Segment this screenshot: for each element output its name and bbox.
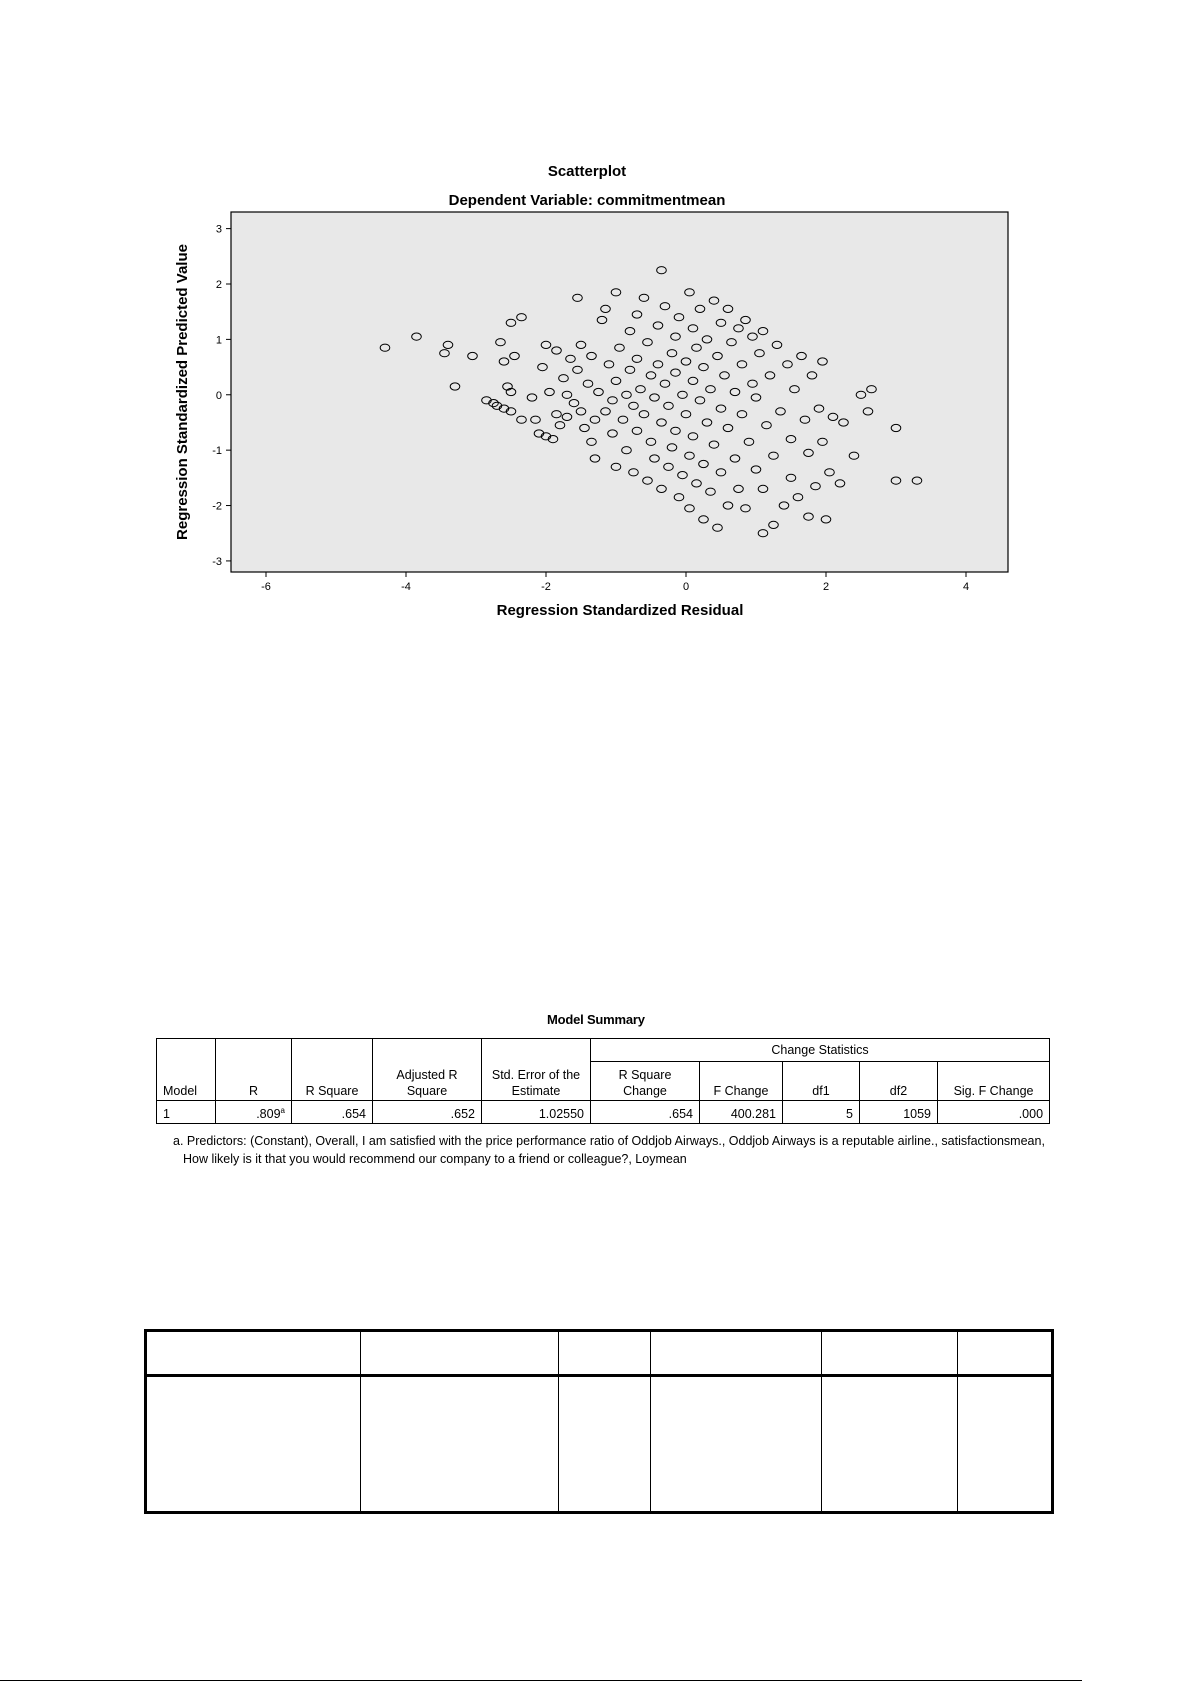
x-tick-label: -6: [261, 581, 271, 593]
table-row: [157, 1101, 1050, 1124]
header-std-error: Std. Error of the Estimate: [482, 1039, 591, 1101]
y-tick-label: -2: [212, 500, 222, 513]
y-tick-label: 3: [215, 223, 222, 236]
x-tick-label: -4: [401, 581, 411, 593]
header-sig-f-change: Sig. F Change: [938, 1062, 1050, 1101]
empty-cell: [559, 1331, 651, 1376]
plot-area: [231, 212, 1008, 572]
x-tick-label: 2: [822, 581, 830, 593]
x-axis-ticks: [261, 572, 969, 593]
x-tick-label: 0: [682, 581, 690, 593]
empty-cell: [559, 1376, 651, 1513]
cell-r-square-change: .654: [591, 1101, 700, 1124]
header-r-square: R Square: [292, 1039, 373, 1101]
cell-df1: 5: [783, 1101, 860, 1124]
header-f-change: F Change: [700, 1062, 783, 1101]
y-tick-label: 2: [215, 279, 222, 291]
y-tick-label: -3: [212, 555, 222, 568]
header-adjusted-r-square: Adjusted R Square: [373, 1039, 482, 1101]
x-axis-title: Regression Standardized Residual: [496, 602, 744, 619]
empty-cell: [651, 1376, 822, 1513]
model-summary-table: [156, 1038, 1050, 1124]
cell-r-square: .654: [292, 1101, 373, 1124]
y-tick-label: 0: [215, 389, 222, 402]
cell-f-change: 400.281: [700, 1101, 783, 1124]
cell-std-error: 1.02550: [482, 1101, 591, 1124]
empty-cell: [958, 1376, 1053, 1513]
empty-cell: [822, 1331, 958, 1376]
empty-table-body-row: [146, 1376, 1053, 1513]
header-row-group: [157, 1039, 1050, 1062]
cell-r-superscript: a: [280, 1105, 285, 1115]
scatterplot-chart: [0, 0, 1192, 640]
chart-title: Scatterplot: [547, 163, 627, 180]
cell-r: [216, 1101, 292, 1124]
header-df2: df2: [860, 1062, 938, 1101]
y-tick-label: -1: [212, 445, 222, 458]
empty-cell: [146, 1376, 361, 1513]
x-tick-label: -2: [541, 581, 551, 593]
header-model: Model: [157, 1039, 216, 1101]
header-r-square-change: R Square Change: [591, 1062, 700, 1101]
chart-subtitle: Dependent Variable: commitmentmean: [448, 192, 726, 209]
cell-df2: 1059: [860, 1101, 938, 1124]
cell-model: 1: [157, 1101, 216, 1124]
x-tick-label: 4: [962, 581, 970, 593]
empty-cell: [958, 1331, 1053, 1376]
cell-sig-f-change: .000: [938, 1101, 1050, 1124]
model-summary-title: Model Summary: [547, 1012, 645, 1027]
page-bottom-rule: [0, 1680, 1082, 1681]
y-tick-label: 1: [215, 334, 222, 347]
empty-cell: [146, 1331, 361, 1376]
header-df1: df1: [783, 1062, 860, 1101]
empty-cell: [651, 1331, 822, 1376]
empty-cell: [361, 1331, 559, 1376]
cell-r-value: .809: [256, 1107, 281, 1121]
model-summary-footnote: a. Predictors: (Constant), Overall, I am satisfied with the price performance ratio of Oddjob Airways., Oddjob Airways is a reputable airline., satisfactionsmean, How likely is it that you would recommend our company to a friend or colleague?, Loymean: [173, 1134, 1045, 1166]
empty-cell: [822, 1376, 958, 1513]
y-axis-ticks: [212, 224, 231, 568]
empty-table: [144, 1329, 1054, 1514]
cell-adjusted-r-square: .652: [373, 1101, 482, 1124]
y-axis-title: Regression Standardized Predicted Value: [174, 244, 191, 540]
header-r: R: [216, 1039, 292, 1101]
header-change-statistics: Change Statistics: [591, 1039, 1050, 1062]
empty-table-header-row: [146, 1331, 1053, 1376]
empty-cell: [361, 1376, 559, 1513]
